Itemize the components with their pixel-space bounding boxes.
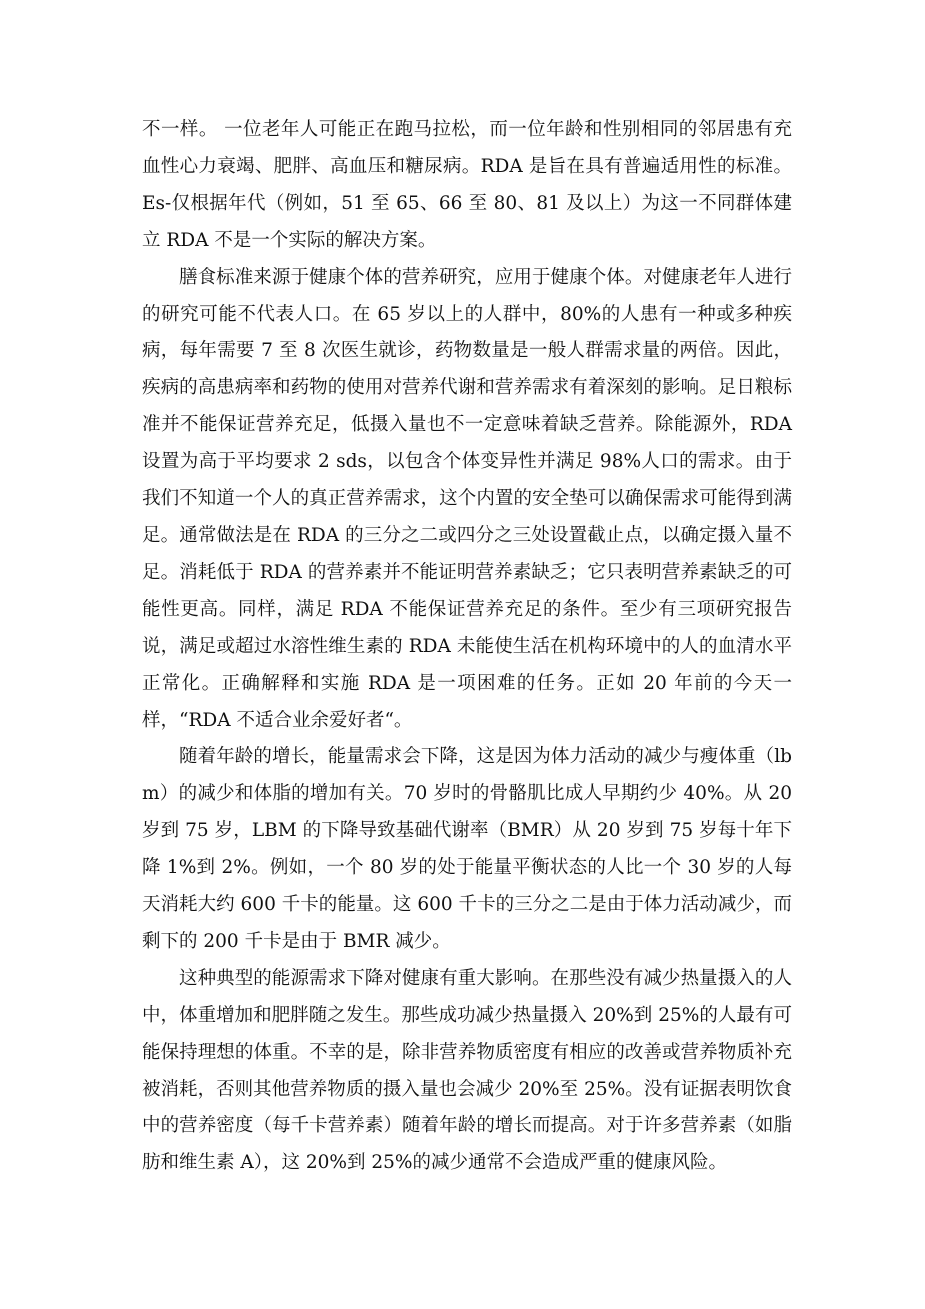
- paragraph-continuation: 不一样。 一位老年人可能正在跑马拉松，而一位年龄和性别相同的邻居患有充血性心力衰竭、肥胖、高血压和糖尿病。RDA 是旨在具有普遍适用性的标准。Es-仅根据年代（例如，51 至 65、66 至 80、81 及以上）为这一不同群体建立 RDA 不是一个实际的解决方案。: [142, 119, 792, 251]
- paragraph-dietary-standards: 膳食标准来源于健康个体的营养研究，应用于健康个体。对健康老年人进行的研究可能不代表人口。在 65 岁以上的人群中，80%的人患有一种或多种疾病，每年需要 7 至 8 次医生就诊，药物数量是一般人群需求量的两倍。因此，疾病的高患病率和药物的使用对营养代谢和营养需求有着深刻的影响。足日粮标准并不能保证营养充足，低摄入量也不一定意味着缺乏营养。除能源外，RDA 设置为高于平均要求 2 sds，以包含个体变异性并满足 98%人口的需求。由于我们不知道一个人的真正营养需求，这个内置的安全垫可以确保需求可能得到满足。通常做法是在 RDA 的三分之二或四分之三处设置截止点，以确定摄入量不足。消耗低于 RDA 的营养素并不能证明营养素缺乏；它只表明营养素缺乏的可能性更高。同样，满足 RDA 不能保证营养充足的条件。至少有三项研究报告说，满足或超过水溶性维生素的 RDA 未能使生活在机构环境中的人的血清水平正常化。正确解释和实施 RDA 是一项困难的任务。正如 20 年前的今天一样，“RDA 不适合业余爱好者“。: [142, 266, 792, 731]
- paragraph-health-impact: 这种典型的能源需求下降对健康有重大影响。在那些没有减少热量摄入的人中，体重增加和肥胖随之发生。那些成功减少热量摄入 20%到 25%的人最有可能保持理想的体重。不幸的是，除非营养物质密度有相应的改善或营养物质补充被消耗，否则其他营养物质的摄入量也会减少 20%至 25%。没有证据表明饮食中的营养密度（每千卡营养素）随着年龄的增长而提高。对于许多营养素（如脂肪和维生素 A），这 20%到 25%的减少通常不会造成严重的健康风险。: [142, 967, 792, 1174]
- paragraph-energy-needs: 随着年龄的增长，能量需求会下降，这是因为体力活动的减少与瘦体重（lbm）的减少和体脂的增加有关。70 岁时的骨骼肌比成人早期约少 40%。从 20 岁到 75 岁，LBM 的下降导致基础代谢率（BMR）从 20 岁到 75 岁每十年下降 1%到 2%。例如，一个 80 岁的处于能量平衡状态的人比一个 30 岁的人每天消耗大约 600 千卡的能量。这 600 千卡的三分之二是由于体力活动减少，而剩下的 200 千卡是由于 BMR 减少。: [142, 746, 792, 952]
- body-text: [142, 112, 792, 1182]
